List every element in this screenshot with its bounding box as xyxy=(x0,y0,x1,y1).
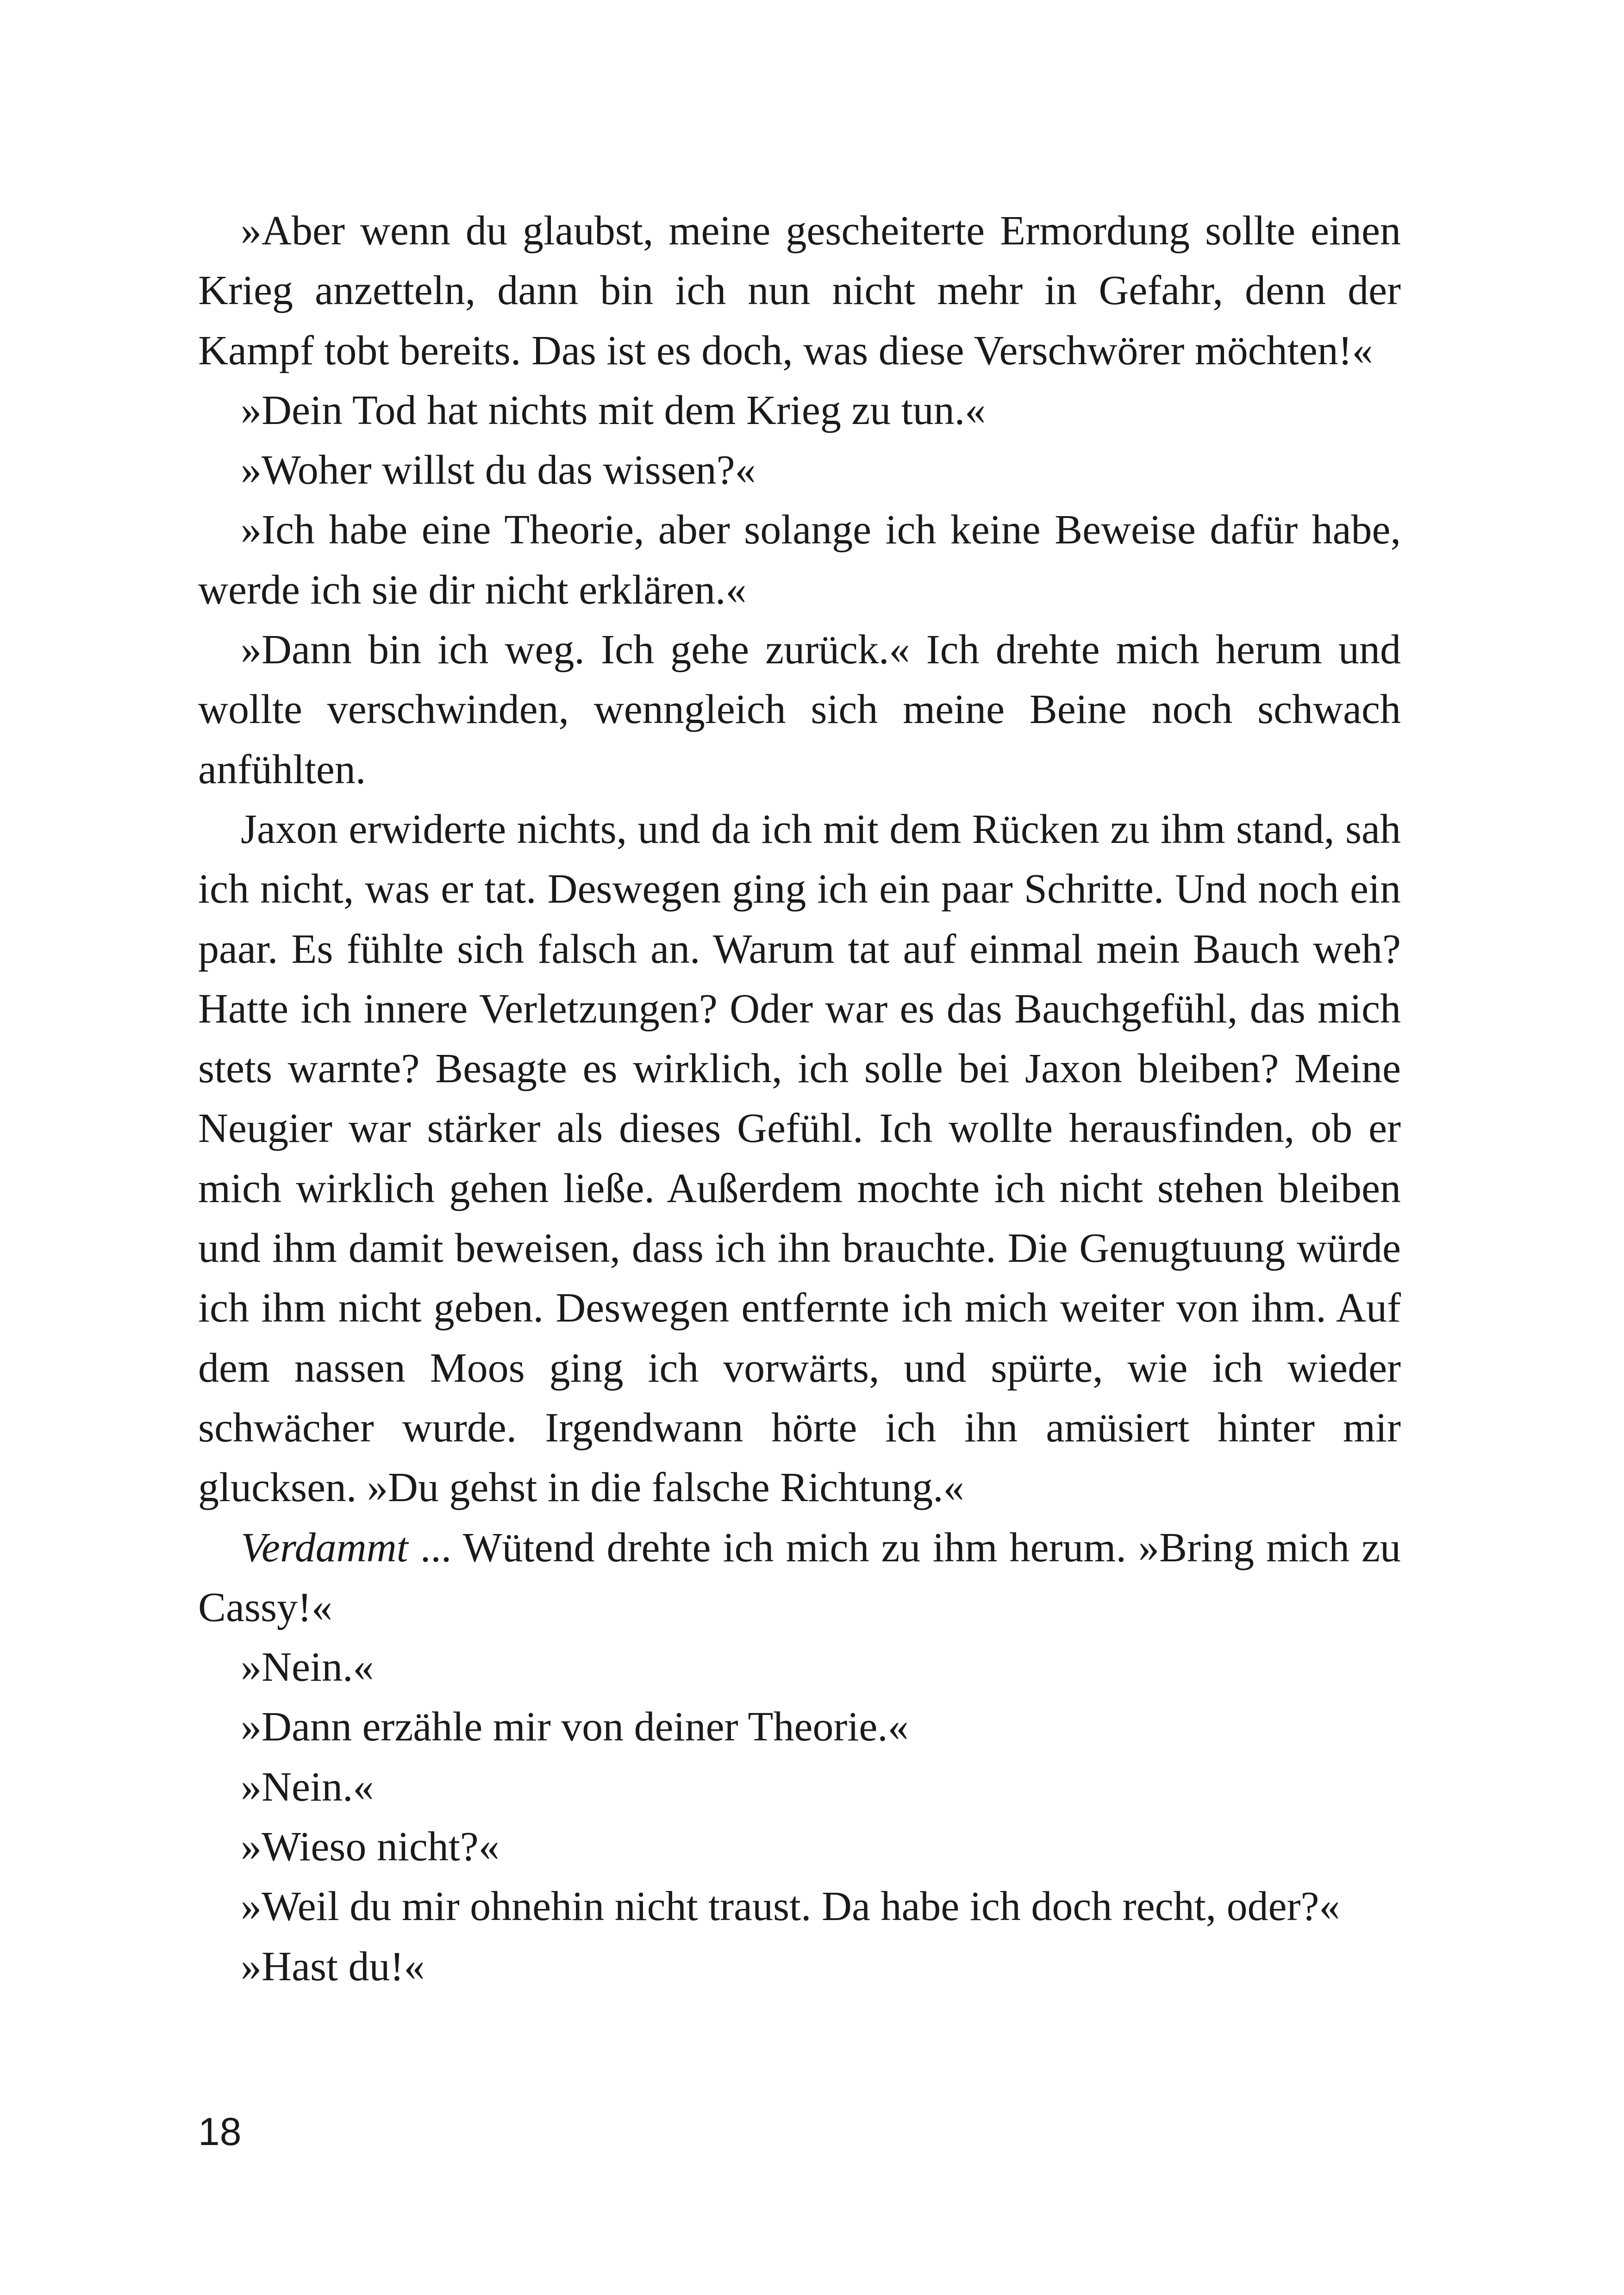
paragraph: »Dann bin ich weg. Ich gehe zurück.« Ich drehte mich herum und wollte verschwinden, wenngleich sich meine Beine noch schwach anfühlten. xyxy=(198,627,1401,792)
paragraph: »Dann erzähle mir von deiner Theorie.« xyxy=(241,1704,909,1750)
paragraph: »Dein Tod hat nichts mit dem Krieg zu tun.« xyxy=(241,387,986,433)
paragraph: »Ich habe eine Theorie, aber solange ich keine Beweise dafür habe, werde ich sie dir nicht erklären.« xyxy=(198,507,1401,613)
paragraph: »Nein.« xyxy=(241,1644,374,1690)
page-number: 18 xyxy=(198,2110,242,2153)
paragraph xyxy=(198,1518,1401,1638)
italic-emphasis: Verdammt xyxy=(241,1524,408,1571)
paragraph: Jaxon erwiderte nichts, und da ich mit dem Rücken zu ihm stand, sah ich nicht, was er tat. Deswegen ging ich ein paar Schritte. Und noch ein paar. Es fühlte sich falsch an. Warum tat auf einmal mein Bauch weh? Hatte ich innere Verletzungen? Oder war es das Bauchgefühl, das mich stets warnte? Besagte es wirklich, ich solle bei Jaxon bleiben? Meine Neugier war stärker als dieses Gefühl. Ich wollte herausfinden, ob er mich wirklich gehen ließe. Außerdem mochte ich nicht stehen bleiben und ihm damit beweisen, dass ich ihn brauchte. Die Genugtuung würde ich ihm nicht geben. Deswegen entfernte ich mich weiter von ihm. Auf dem nassen Moos ging ich vorwärts, und spürte, wie ich wieder schwächer wurde. Irgendwann hörte ich ihn amüsiert hinter mir glucksen. »Du gehst in die falsche Richtung.« xyxy=(198,806,1401,1511)
paragraph: »Woher willst du das wissen?« xyxy=(241,447,756,493)
paragraph: »Wieso nicht?« xyxy=(241,1824,500,1870)
paragraph: »Nein.« xyxy=(241,1764,374,1810)
body-text xyxy=(198,201,1401,1996)
paragraph: »Hast du!« xyxy=(241,1943,425,1989)
paragraph: »Aber wenn du glaubst, meine gescheiterte Ermordung sollte einen Krieg anzetteln, dann bin ich nun nicht mehr in Gefahr, denn der Kampf tobt bereits. Das ist es doch, was diese Verschwörer möchten!« xyxy=(198,208,1401,374)
paragraph: »Weil du mir ohnehin nicht traust. Da habe ich doch recht, oder?« xyxy=(241,1883,1340,1930)
paragraph-rest: ... Wütend drehte ich mich zu ihm herum. »Bring mich zu Cassy!« xyxy=(198,1524,1401,1630)
